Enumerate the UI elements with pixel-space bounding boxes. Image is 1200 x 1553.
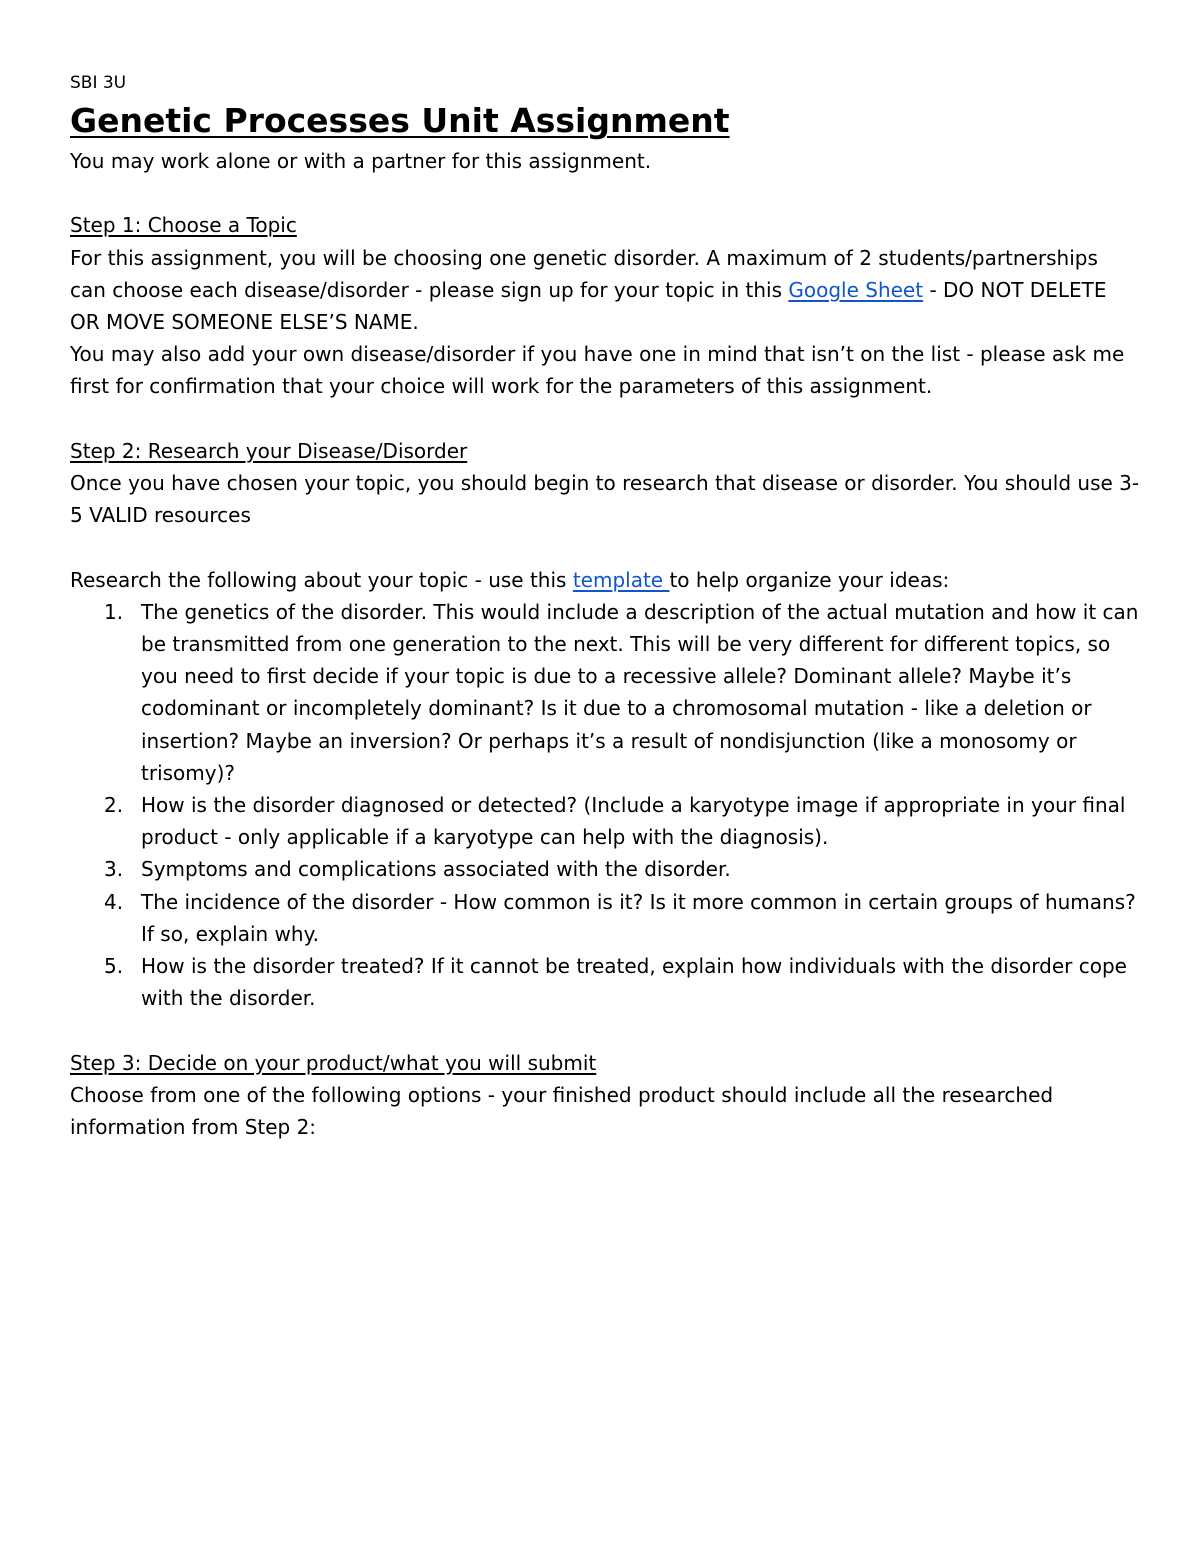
- spacer: [70, 403, 1140, 435]
- google-sheet-link[interactable]: Google Sheet: [788, 277, 924, 302]
- research-text-before-link: Research the following about your topic - use this: [70, 567, 573, 592]
- spacer: [70, 177, 1140, 209]
- list-item: [70, 950, 1140, 1014]
- list-item-number: 3.: [104, 857, 124, 882]
- list-item: [70, 886, 1140, 950]
- list-item: [70, 853, 1140, 885]
- step1-paragraph-2: You may also add your own disease/disorder if you have one in mind that isn’t on the list - please ask me first for confirmation that your choice will work for the parameters of this assignment.: [70, 342, 1125, 399]
- list-item-number: 2.: [104, 793, 124, 818]
- list-item: [70, 789, 1140, 853]
- course-code: SBI 3U: [70, 73, 127, 93]
- step1-text-before-link: For this assignment, you will be choosing one genetic disorder. A maximum of 2 students/partnerships can choose each disease/disorder - please sign up for your topic in this: [70, 245, 1098, 302]
- document-title: Genetic Processes Unit Assignment: [70, 101, 730, 140]
- step1-paragraph: [70, 242, 1140, 339]
- document-body: [70, 145, 1140, 1143]
- step3-paragraph: Choose from one of the following options - your finished product should include all the researched information from Step 2:: [70, 1082, 1054, 1140]
- list-item-text: Symptoms and complications associated with the disorder.: [141, 857, 731, 882]
- list-item-text: How is the disorder diagnosed or detected? (Include a karyotype image if appropriate in your final product - only applicable if a karyotype can help with the diagnosis).: [141, 793, 1126, 850]
- list-item: [70, 596, 1140, 789]
- step3-heading: Step 3: Decide on your product/what you will submit: [70, 1050, 597, 1075]
- list-item-number: 1.: [104, 599, 124, 624]
- intro-paragraph: You may work alone or with a partner for this assignment.: [70, 149, 652, 173]
- step2-paragraph: Once you have chosen your topic, you should begin to research that disease or disorder. You should use 3-5 VALID resources: [70, 471, 1140, 528]
- list-item-number: 5.: [104, 954, 124, 979]
- research-intro: [70, 564, 1140, 596]
- list-item-text: The genetics of the disorder. This would include a description of the actual mutation and how it can be transmitted from one generation to the next. This will be very different for different topics, so you need to first decide if your topic is due to a recessive allele? Dominant allele? Maybe it’s codominant or incompletely dominant? Is it due to a chromosomal mutation - like a deletion or insertion? Maybe an inversion? Or perhaps it’s a result of nondisjunction (like a monosomy or trisomy)?: [141, 599, 1139, 785]
- research-list: [70, 596, 1140, 1015]
- list-item-text: How is the disorder treated? If it cannot be treated, explain how individuals with the disorder cope with the disorder.: [141, 954, 1127, 1011]
- list-item-text: The incidence of the disorder - How common is it? Is it more common in certain groups of humans? If so, explain why.: [141, 889, 1136, 946]
- research-text-after-link: to help organize your ideas:: [669, 567, 950, 592]
- spacer: [70, 1014, 1140, 1046]
- template-link[interactable]: template: [572, 567, 670, 592]
- list-item-number: 4.: [104, 889, 124, 914]
- spacer: [70, 531, 1140, 563]
- step2-heading: Step 2: Research your Disease/Disorder: [70, 438, 468, 463]
- step1-heading: Step 1: Choose a Topic: [70, 213, 297, 238]
- step1-text-after-link: - DO NOT DELETE OR MOVE SOMEONE ELSE’S NAME.: [70, 277, 1107, 334]
